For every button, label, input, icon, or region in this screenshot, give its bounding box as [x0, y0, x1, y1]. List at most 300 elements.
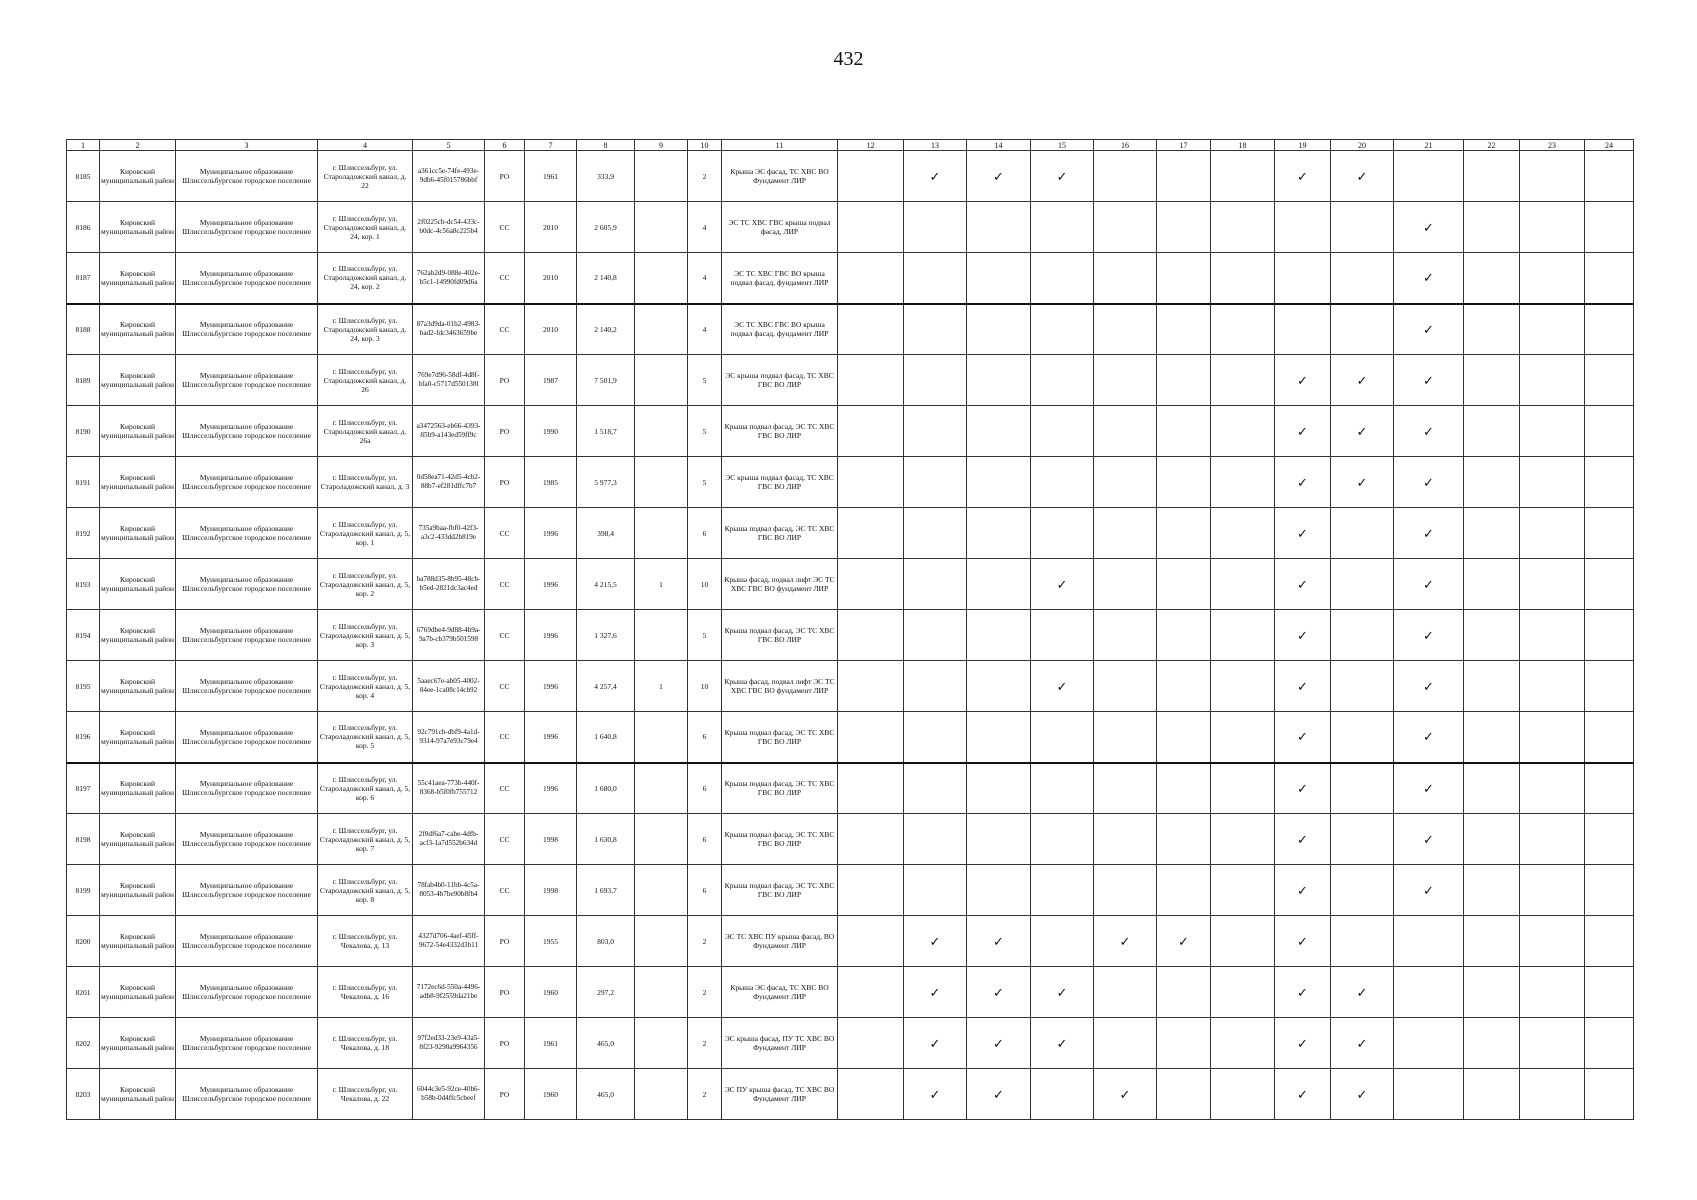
cell-col-9: [635, 916, 688, 967]
cell-address: г. Шлиссельбург, ул. Староладожский канал, д. 3: [318, 457, 413, 508]
cell-year-built: 1990: [525, 406, 577, 457]
cell-building-guid: a361cc5e-74fe-493e-9db6-45f015786bbf: [413, 151, 485, 202]
cell-municipality: Муниципальное образование Шлиссельбургское городское поселение: [176, 202, 318, 253]
cell-col-24: [1585, 508, 1634, 559]
cell-col-23: [1520, 865, 1585, 916]
cell-col-9: [635, 1069, 688, 1120]
cell-area: 1 680,0: [577, 763, 635, 814]
cell-ownership-type: РО: [485, 151, 525, 202]
cell-address: г. Шлиссельбург, ул. Чекалова, д. 18: [318, 1018, 413, 1069]
cell-col-12: [838, 1069, 904, 1120]
cell-col-14: [967, 865, 1031, 916]
cell-district: Кировский муниципальный район: [100, 355, 176, 406]
cell-col-9: [635, 763, 688, 814]
cell-col-18: [1211, 814, 1275, 865]
cell-col-9: [635, 814, 688, 865]
check-mark-icon: ✓: [904, 1069, 967, 1120]
cell-col-17: [1157, 814, 1211, 865]
cell-address: г. Шлиссельбург, ул. Староладожский канал, д. 24, кор. 1: [318, 202, 413, 253]
cell-col-21: [1394, 1069, 1464, 1120]
check-mark-icon: ✓: [904, 1018, 967, 1069]
column-header-16: 16: [1094, 140, 1157, 151]
cell-building-guid: 0d58ea71-42d5-4cb2-88b7-ef281dffc7b7: [413, 457, 485, 508]
cell-col-12: [838, 865, 904, 916]
cell-col-18: [1211, 763, 1275, 814]
cell-col-13: [904, 508, 967, 559]
cell-col-16: [1094, 865, 1157, 916]
cell-col-12: [838, 1018, 904, 1069]
cell-col-19: [1275, 202, 1331, 253]
cell-work-types: Крыша ЭС фасад, ТС ХВС ВО Фундамент ЛИР: [722, 151, 838, 202]
cell-year-built: 1960: [525, 967, 577, 1018]
check-mark-icon: ✓: [1275, 712, 1331, 763]
cell-col-14: [967, 763, 1031, 814]
cell-col-15: [1031, 1069, 1094, 1120]
cell-col-13: [904, 304, 967, 355]
cell-col-14: [967, 355, 1031, 406]
cell-district: Кировский муниципальный район: [100, 406, 176, 457]
cell-ownership-type: СС: [485, 508, 525, 559]
cell-building-guid: 78fab4b0-11bb-4c5a-8053-4b7be90b8fb4: [413, 865, 485, 916]
cell-municipality: Муниципальное образование Шлиссельбургское городское поселение: [176, 661, 318, 712]
cell-col-13: [904, 865, 967, 916]
cell-col-24: [1585, 1018, 1634, 1069]
cell-col-15: [1031, 304, 1094, 355]
cell-work-types: ЭС ТС ХВС ПУ крыша фасад, ВО Фундамент ЛИР: [722, 916, 838, 967]
cell-col-21: [1394, 916, 1464, 967]
cell-col-17: [1157, 865, 1211, 916]
check-mark-icon: ✓: [1275, 814, 1331, 865]
cell-col-18: [1211, 967, 1275, 1018]
cell-work-types: ЭС крыша подвал фасад, ТС ХВС ГВС ВО ЛИР: [722, 457, 838, 508]
cell-ownership-type: СС: [485, 559, 525, 610]
cell-col-23: [1520, 763, 1585, 814]
cell-col-22: [1464, 202, 1520, 253]
cell-municipality: Муниципальное образование Шлиссельбургское городское поселение: [176, 1018, 318, 1069]
check-mark-icon: ✓: [1275, 559, 1331, 610]
cell-col-9: [635, 457, 688, 508]
cell-district: Кировский муниципальный район: [100, 916, 176, 967]
table-row: [67, 253, 1634, 304]
check-mark-icon: ✓: [967, 151, 1031, 202]
cell-ownership-type: РО: [485, 1018, 525, 1069]
cell-col-15: [1031, 355, 1094, 406]
table-row: [67, 814, 1634, 865]
cell-col-24: [1585, 916, 1634, 967]
cell-col-19: [1275, 304, 1331, 355]
check-mark-icon: ✓: [904, 916, 967, 967]
cell-col-12: [838, 253, 904, 304]
cell-building-guid: 6769dbe4-9d88-4b9a-9a7b-cb379b501598: [413, 610, 485, 661]
cell-district: Кировский муниципальный район: [100, 253, 176, 304]
cell-col-13: [904, 559, 967, 610]
cell-col-14: [967, 712, 1031, 763]
cell-col-10: 2: [688, 916, 722, 967]
cell-building-guid: 4327d706-4aef-45ff-9672-54e4332d3b11: [413, 916, 485, 967]
cell-col-22: [1464, 508, 1520, 559]
cell-col-14: [967, 559, 1031, 610]
cell-col-15: [1031, 763, 1094, 814]
cell-col-16: [1094, 406, 1157, 457]
cell-area: 1 640,8: [577, 712, 635, 763]
cell-work-types: Крыша подвал фасад, ЭС ТС ХВС ГВС ВО ЛИР: [722, 406, 838, 457]
cell-col-14: [967, 610, 1031, 661]
cell-col-9: 1: [635, 661, 688, 712]
check-mark-icon: ✓: [1275, 1018, 1331, 1069]
table-row: [67, 763, 1634, 814]
cell-col-13: [904, 763, 967, 814]
cell-col-20: [1331, 712, 1394, 763]
cell-col-18: [1211, 610, 1275, 661]
cell-col-22: [1464, 457, 1520, 508]
cell-col-17: [1157, 661, 1211, 712]
check-mark-icon: ✓: [1394, 355, 1464, 406]
column-header-18: 18: [1211, 140, 1275, 151]
cell-work-types: ЭС крыша фасад, ПУ ТС ХВС ВО Фундамент ЛИР: [722, 1018, 838, 1069]
cell-district: Кировский муниципальный район: [100, 1018, 176, 1069]
table-row: [67, 865, 1634, 916]
check-mark-icon: ✓: [967, 1018, 1031, 1069]
cell-col-10: 6: [688, 508, 722, 559]
cell-district: Кировский муниципальный район: [100, 1069, 176, 1120]
cell-work-types: Крыша подвал фасад, ЭС ТС ХВС ГВС ВО ЛИР: [722, 508, 838, 559]
cell-col-20: [1331, 304, 1394, 355]
cell-district: Кировский муниципальный район: [100, 763, 176, 814]
cell-area: 465,0: [577, 1018, 635, 1069]
column-header-5: 5: [413, 140, 485, 151]
cell-col-24: [1585, 355, 1634, 406]
check-mark-icon: ✓: [1394, 610, 1464, 661]
cell-district: Кировский муниципальный район: [100, 814, 176, 865]
cell-col-24: [1585, 457, 1634, 508]
cell-col-16: [1094, 1018, 1157, 1069]
cell-address: г. Шлиссельбург, ул. Староладожский канал, д. 24, кор. 2: [318, 253, 413, 304]
cell-area: 2 605,9: [577, 202, 635, 253]
cell-col-9: [635, 1018, 688, 1069]
cell-area: 5 977,3: [577, 457, 635, 508]
table-row: [67, 151, 1634, 202]
cell-col-17: [1157, 304, 1211, 355]
cell-col-13: [904, 610, 967, 661]
cell-year-built: 1996: [525, 559, 577, 610]
cell-address: г. Шлиссельбург, ул. Староладожский канал, д. 5, кор. 3: [318, 610, 413, 661]
cell-record-number: 8191: [67, 457, 100, 508]
cell-col-10: 4: [688, 253, 722, 304]
cell-col-21: [1394, 151, 1464, 202]
cell-area: 2 140,2: [577, 304, 635, 355]
cell-municipality: Муниципальное образование Шлиссельбургское городское поселение: [176, 865, 318, 916]
cell-col-23: [1520, 814, 1585, 865]
cell-col-23: [1520, 967, 1585, 1018]
cell-col-12: [838, 763, 904, 814]
check-mark-icon: ✓: [1331, 355, 1394, 406]
cell-municipality: Муниципальное образование Шлиссельбургское городское поселение: [176, 967, 318, 1018]
cell-col-16: [1094, 661, 1157, 712]
cell-col-20: [1331, 559, 1394, 610]
cell-col-15: [1031, 253, 1094, 304]
column-header-2: 2: [100, 140, 176, 151]
cell-municipality: Муниципальное образование Шлиссельбургское городское поселение: [176, 508, 318, 559]
cell-col-12: [838, 457, 904, 508]
cell-col-10: 10: [688, 661, 722, 712]
cell-col-12: [838, 406, 904, 457]
column-header-8: 8: [577, 140, 635, 151]
cell-col-9: [635, 304, 688, 355]
cell-col-22: [1464, 355, 1520, 406]
cell-col-24: [1585, 304, 1634, 355]
cell-col-22: [1464, 712, 1520, 763]
cell-col-16: [1094, 610, 1157, 661]
cell-col-13: [904, 355, 967, 406]
cell-work-types: Крыша подвал фасад, ЭС ТС ХВС ГВС ВО ЛИР: [722, 610, 838, 661]
cell-col-24: [1585, 406, 1634, 457]
cell-address: г. Шлиссельбург, ул. Чекалова, д. 16: [318, 967, 413, 1018]
cell-area: 1 630,8: [577, 814, 635, 865]
check-mark-icon: ✓: [1394, 559, 1464, 610]
cell-area: 1 518,7: [577, 406, 635, 457]
cell-address: г. Шлиссельбург, ул. Староладожский канал, д. 5, кор. 2: [318, 559, 413, 610]
cell-year-built: 1996: [525, 610, 577, 661]
cell-col-22: [1464, 1018, 1520, 1069]
cell-ownership-type: СС: [485, 712, 525, 763]
cell-col-23: [1520, 916, 1585, 967]
cell-col-21: [1394, 1018, 1464, 1069]
cell-col-24: [1585, 712, 1634, 763]
cell-col-10: 2: [688, 151, 722, 202]
cell-col-18: [1211, 1069, 1275, 1120]
cell-col-18: [1211, 712, 1275, 763]
column-header-11: 11: [722, 140, 838, 151]
cell-col-20: [1331, 508, 1394, 559]
cell-col-20: [1331, 202, 1394, 253]
table-row: [67, 304, 1634, 355]
check-mark-icon: ✓: [1275, 763, 1331, 814]
cell-col-10: 5: [688, 355, 722, 406]
cell-col-15: [1031, 916, 1094, 967]
cell-col-14: [967, 406, 1031, 457]
cell-building-guid: ba788d35-8b95-48cb-b5ed-2821dc3ac4ed: [413, 559, 485, 610]
cell-col-13: [904, 457, 967, 508]
cell-col-10: 5: [688, 406, 722, 457]
cell-col-12: [838, 814, 904, 865]
check-mark-icon: ✓: [1031, 661, 1094, 712]
column-header-3: 3: [176, 140, 318, 151]
cell-year-built: 1996: [525, 508, 577, 559]
check-mark-icon: ✓: [1394, 661, 1464, 712]
cell-ownership-type: СС: [485, 202, 525, 253]
table-row: [67, 202, 1634, 253]
cell-col-13: [904, 253, 967, 304]
column-header-1: 1: [67, 140, 100, 151]
table-body: [67, 151, 1634, 1120]
cell-col-20: [1331, 610, 1394, 661]
cell-year-built: 2010: [525, 304, 577, 355]
cell-municipality: Муниципальное образование Шлиссельбургское городское поселение: [176, 406, 318, 457]
cell-col-10: 6: [688, 865, 722, 916]
cell-col-12: [838, 508, 904, 559]
cell-col-16: [1094, 151, 1157, 202]
cell-record-number: 8197: [67, 763, 100, 814]
cell-work-types: ЭС ТС ХВС ГВС ВО крыша подвал фасад, фундамент ЛИР: [722, 253, 838, 304]
cell-col-18: [1211, 304, 1275, 355]
cell-col-9: [635, 967, 688, 1018]
check-mark-icon: ✓: [1331, 1069, 1394, 1120]
cell-building-guid: 5aaec67e-ab05-4002-84ee-1ca08c14cb92: [413, 661, 485, 712]
cell-address: г. Шлиссельбург, ул. Староладожский канал, д. 5, кор. 1: [318, 508, 413, 559]
cell-col-13: [904, 406, 967, 457]
cell-col-23: [1520, 508, 1585, 559]
cell-record-number: 8190: [67, 406, 100, 457]
check-mark-icon: ✓: [1094, 1069, 1157, 1120]
cell-building-guid: 92c791cb-dbf9-4a1d-9314-97a7e93c79e4: [413, 712, 485, 763]
cell-col-17: [1157, 457, 1211, 508]
cell-building-guid: 55c41aea-773b-440f-8368-b5f0fb755712: [413, 763, 485, 814]
cell-work-types: ЭС крыша подвал фасад, ТС ХВС ГВС ВО ЛИР: [722, 355, 838, 406]
cell-district: Кировский муниципальный район: [100, 610, 176, 661]
cell-col-18: [1211, 253, 1275, 304]
cell-district: Кировский муниципальный район: [100, 967, 176, 1018]
cell-area: 465,0: [577, 1069, 635, 1120]
cell-ownership-type: СС: [485, 865, 525, 916]
cell-col-20: [1331, 253, 1394, 304]
cell-area: 2 140,8: [577, 253, 635, 304]
column-header-9: 9: [635, 140, 688, 151]
cell-district: Кировский муниципальный район: [100, 202, 176, 253]
cell-building-guid: 769e7d96-58df-4d8f-bfa0-c5717d550138l: [413, 355, 485, 406]
cell-col-23: [1520, 661, 1585, 712]
cell-work-types: Крыша подвал фасад, ЭС ТС ХВС ГВС ВО ЛИР: [722, 865, 838, 916]
cell-year-built: 2010: [525, 202, 577, 253]
cell-col-22: [1464, 814, 1520, 865]
check-mark-icon: ✓: [1394, 763, 1464, 814]
cell-col-16: [1094, 814, 1157, 865]
cell-col-23: [1520, 202, 1585, 253]
cell-col-10: 5: [688, 610, 722, 661]
check-mark-icon: ✓: [1394, 304, 1464, 355]
cell-col-22: [1464, 1069, 1520, 1120]
cell-col-9: [635, 610, 688, 661]
cell-building-guid: 762ab2d9-088e-402e-b5c1-14990fd09d6a: [413, 253, 485, 304]
cell-ownership-type: СС: [485, 253, 525, 304]
cell-work-types: Крыша подвал фасад, ЭС ТС ХВС ГВС ВО ЛИР: [722, 712, 838, 763]
cell-area: 297,2: [577, 967, 635, 1018]
check-mark-icon: ✓: [1275, 865, 1331, 916]
cell-col-14: [967, 508, 1031, 559]
cell-col-10: 4: [688, 202, 722, 253]
cell-col-18: [1211, 355, 1275, 406]
cell-ownership-type: СС: [485, 610, 525, 661]
cell-col-16: [1094, 202, 1157, 253]
cell-record-number: 8187: [67, 253, 100, 304]
cell-col-23: [1520, 559, 1585, 610]
cell-col-9: [635, 865, 688, 916]
cell-col-23: [1520, 406, 1585, 457]
cell-col-10: 10: [688, 559, 722, 610]
check-mark-icon: ✓: [1275, 967, 1331, 1018]
cell-col-14: [967, 814, 1031, 865]
cell-record-number: 8198: [67, 814, 100, 865]
cell-area: 1 693,7: [577, 865, 635, 916]
cell-col-22: [1464, 253, 1520, 304]
cell-ownership-type: СС: [485, 304, 525, 355]
check-mark-icon: ✓: [1275, 151, 1331, 202]
cell-year-built: 1996: [525, 661, 577, 712]
cell-col-12: [838, 712, 904, 763]
check-mark-icon: ✓: [967, 967, 1031, 1018]
cell-col-10: 2: [688, 967, 722, 1018]
column-header-24: 24: [1585, 140, 1634, 151]
cell-ownership-type: РО: [485, 967, 525, 1018]
cell-col-22: [1464, 661, 1520, 712]
cell-col-12: [838, 661, 904, 712]
table-row: [67, 355, 1634, 406]
cell-ownership-type: РО: [485, 1069, 525, 1120]
cell-col-18: [1211, 916, 1275, 967]
table-row: [67, 508, 1634, 559]
check-mark-icon: ✓: [1031, 967, 1094, 1018]
cell-record-number: 8185: [67, 151, 100, 202]
cell-building-guid: 97f2ed33-23e9-43a5-8f23-9290a9964356: [413, 1018, 485, 1069]
cell-year-built: 1998: [525, 814, 577, 865]
cell-record-number: 8193: [67, 559, 100, 610]
cell-col-22: [1464, 916, 1520, 967]
cell-col-10: 4: [688, 304, 722, 355]
cell-col-23: [1520, 457, 1585, 508]
cell-area: 1 327,6: [577, 610, 635, 661]
cell-col-23: [1520, 1069, 1585, 1120]
cell-col-17: [1157, 355, 1211, 406]
cell-address: г. Шлиссельбург, ул. Староладожский канал, д. 26а: [318, 406, 413, 457]
cell-col-23: [1520, 610, 1585, 661]
cell-work-types: Крыша ЭС фасад, ТС ХВС ВО Фундамент ЛИР: [722, 967, 838, 1018]
cell-ownership-type: РО: [485, 916, 525, 967]
column-header-20: 20: [1331, 140, 1394, 151]
check-mark-icon: ✓: [1031, 1018, 1094, 1069]
cell-municipality: Муниципальное образование Шлиссельбургское городское поселение: [176, 355, 318, 406]
cell-col-9: [635, 151, 688, 202]
cell-col-19: [1275, 253, 1331, 304]
cell-record-number: 8200: [67, 916, 100, 967]
cell-work-types: Крыша фасад, подвал лифт ЭС ТС ХВС ГВС ВО фундамент ЛИР: [722, 661, 838, 712]
cell-col-16: [1094, 967, 1157, 1018]
check-mark-icon: ✓: [1275, 406, 1331, 457]
cell-work-types: Крыша фасад, подвал лифт ЭС ТС ХВС ГВС ВО фундамент ЛИР: [722, 559, 838, 610]
cell-building-guid: 2f0225cb-dc54-433c-b0dc-4c56a8c225b4: [413, 202, 485, 253]
cell-col-24: [1585, 814, 1634, 865]
cell-building-guid: 735a9baa-fbf0-42f3-a3c2-433dd2b819e: [413, 508, 485, 559]
cell-ownership-type: СС: [485, 763, 525, 814]
column-header-13: 13: [904, 140, 967, 151]
cell-col-15: [1031, 865, 1094, 916]
cell-municipality: Муниципальное образование Шлиссельбургское городское поселение: [176, 610, 318, 661]
cell-area: 398,4: [577, 508, 635, 559]
cell-col-16: [1094, 304, 1157, 355]
cell-work-types: ЭС ТС ХВС ГВС крыша подвал фасад, ЛИР: [722, 202, 838, 253]
cell-work-types: Крыша подвал фасад, ЭС ТС ХВС ГВС ВО ЛИР: [722, 763, 838, 814]
cell-col-17: [1157, 253, 1211, 304]
check-mark-icon: ✓: [1031, 559, 1094, 610]
cell-building-guid: 6044c3e5-92ce-40b6-b58b-0d4ffc5cbeef: [413, 1069, 485, 1120]
cell-col-17: [1157, 712, 1211, 763]
cell-col-24: [1585, 865, 1634, 916]
table-row: [67, 712, 1634, 763]
cell-col-23: [1520, 151, 1585, 202]
cell-col-12: [838, 559, 904, 610]
cell-ownership-type: РО: [485, 355, 525, 406]
table-row: [67, 967, 1634, 1018]
cell-col-18: [1211, 151, 1275, 202]
check-mark-icon: ✓: [967, 916, 1031, 967]
